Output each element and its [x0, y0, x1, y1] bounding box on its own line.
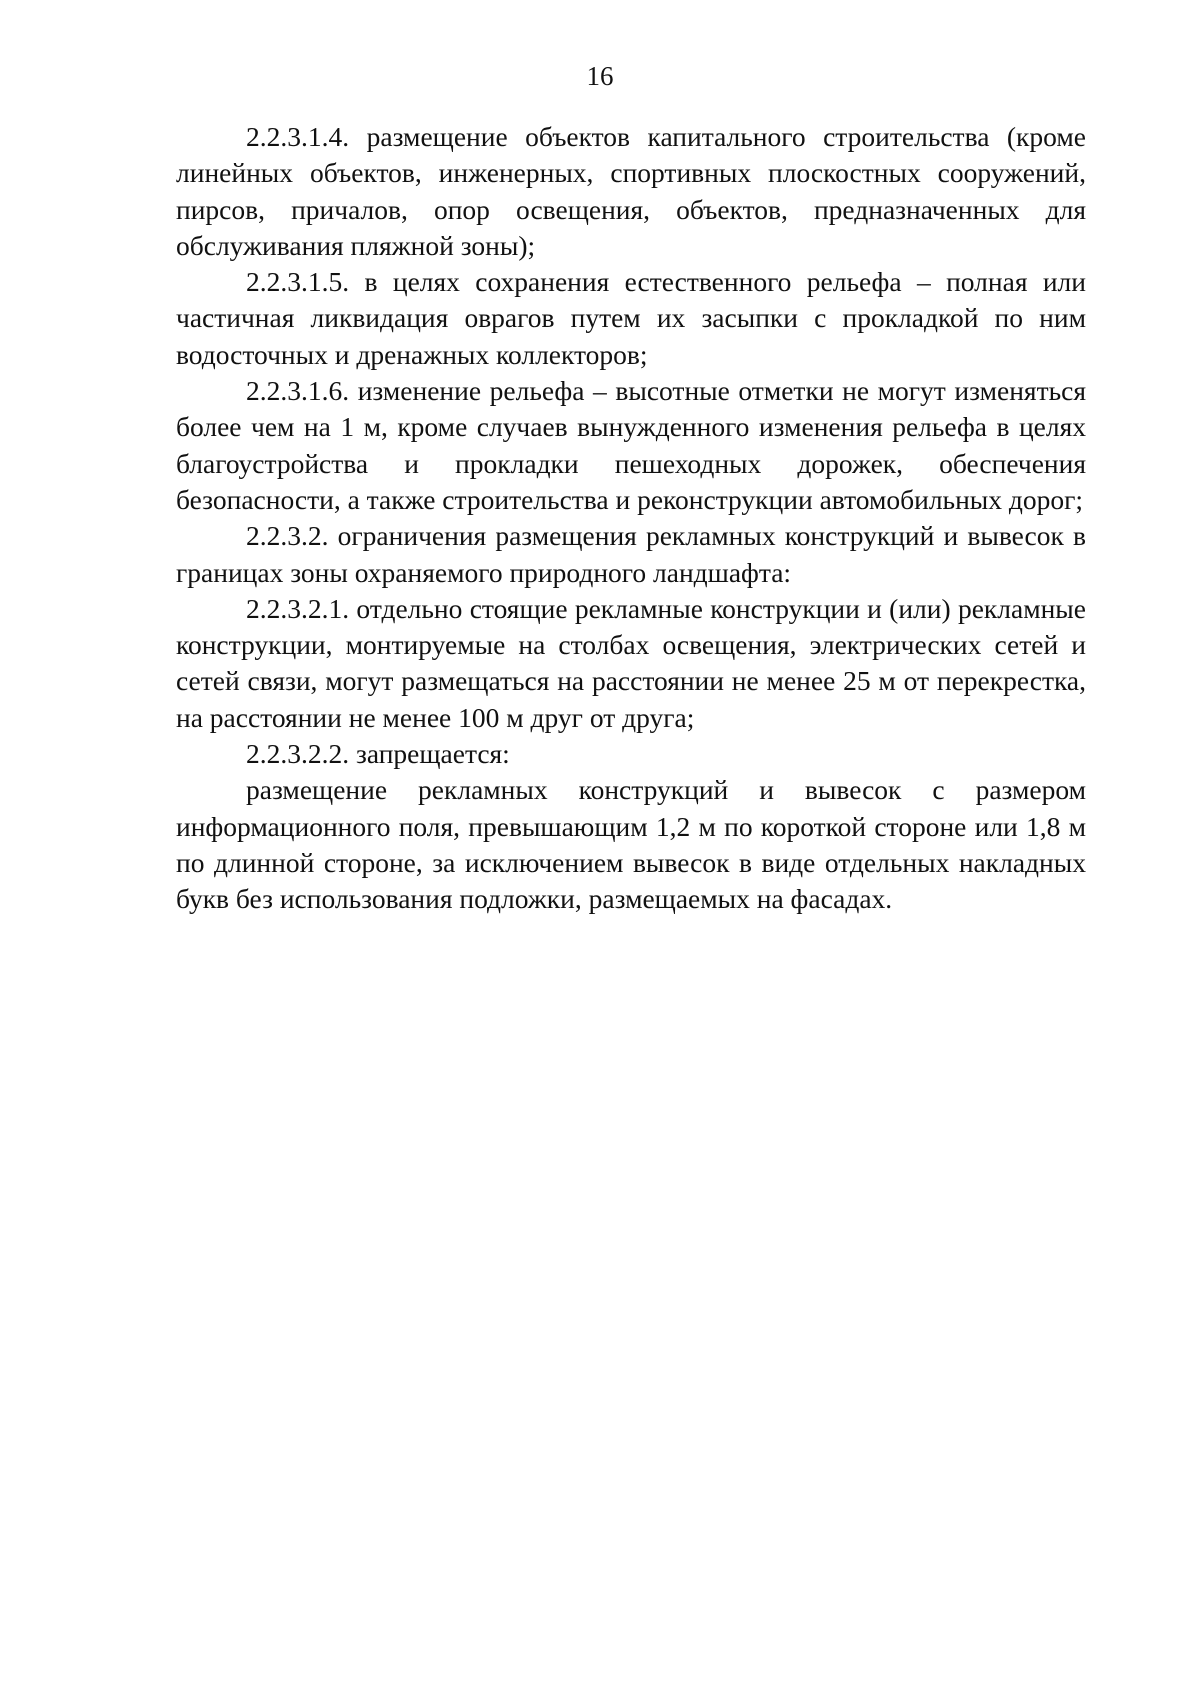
document-body [176, 119, 1086, 918]
paragraph-2-2-3-2: 2.2.3.2. ограничения размещения рекламных конструкций и вывесок в границах зоны охраняемого природного ландшафта: [176, 520, 1086, 588]
paragraph-prohibition-detail: размещение рекламных конструкций и вывесок с размером информационного поля, превышающим 1,2 м по короткой стороне или 1,8 м по длинной стороне, за исключением вывесок в виде отдельных накладных букв без использования подложки, размещаемых на фасадах. [176, 774, 1086, 915]
page-number: 16 [586, 61, 614, 91]
paragraph-2-2-3-1-4: 2.2.3.1.4. размещение объектов капитального строительства (кроме линейных объектов, инженерных, спортивных плоскостных сооружений, пирсов, причалов, опор освещения, объектов, предназначенных для обслуживания пляжной зоны); [176, 121, 1086, 261]
paragraph-2-2-3-2-1: 2.2.3.2.1. отдельно стоящие рекламные конструкции и (или) рекламные конструкции, монтируемые на столбах освещения, электрических сетей и сетей связи, могут размещаться на расстоянии не менее 25 м от перекрестка, на расстоянии не менее 100 м друг от друга; [176, 592, 1086, 733]
paragraph-2-2-3-1-6: 2.2.3.1.6. изменение рельефа – высотные отметки не могут изменяться более чем на 1 м, кроме случаев вынужденного изменения рельефа в целях благоустройства и прокладки пешеходных дорожек, обеспечения безопасности, а также строительства и реконструкции автомобильных дорог; [176, 375, 1086, 515]
paragraph-2-2-3-2-2: 2.2.3.2.2. запрещается: [246, 738, 510, 770]
paragraph-2-2-3-1-5: 2.2.3.1.5. в целях сохранения естественного рельефа – полная или частичная ликвидация оврагов путем их засыпки с прокладкой по ним водосточных и дренажных коллекторов; [176, 266, 1086, 370]
